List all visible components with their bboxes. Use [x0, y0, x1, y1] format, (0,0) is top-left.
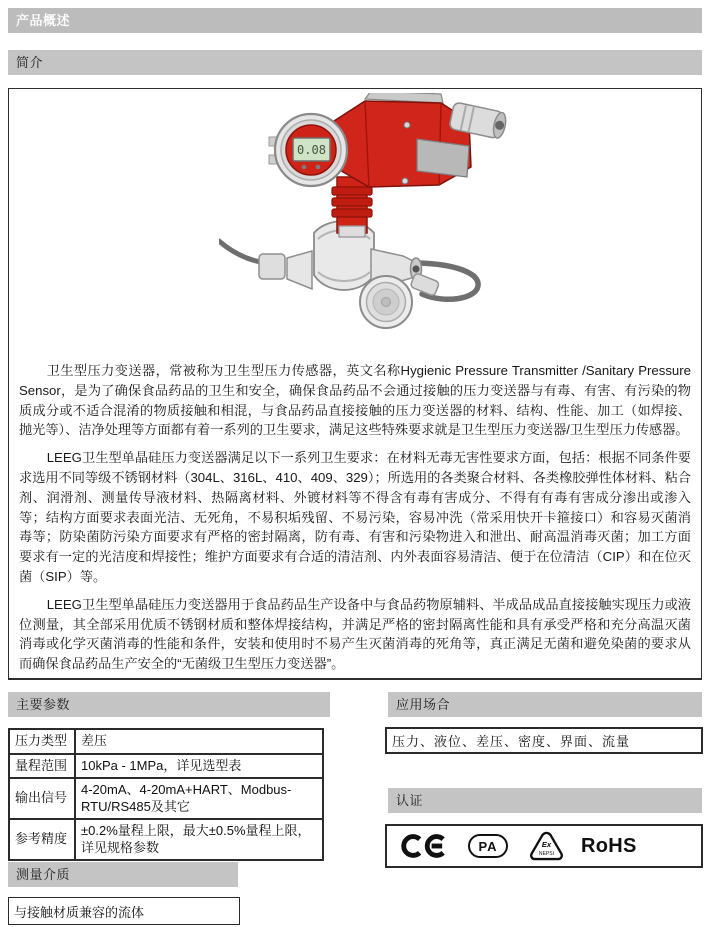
param-label: 输出信号 [9, 778, 75, 819]
intro-paragraph: LEEG卫生型单晶硅压力变送器用于食品药品生产设备中与食品药物原辅料、半成品成品直接接触实现压力或液位测量，其全部采用优质不锈钢材质和整体焊接结构，并满足严格的密封隔离性能和具有承受严格和充分高温灭菌消毒或化学灭菌消毒的性能和条件，安装和使用时不易产生灭菌消毒的死角等，真正满足无菌和避免染菌的要求从而确保食品药品生产安全的“无菌级卫生型压力变送器”。 [19, 596, 691, 672]
certification-box [385, 824, 703, 868]
lcd-reading: 0.08 [297, 143, 326, 157]
transmitter-housing [331, 93, 471, 187]
section-bar-intro: 简介 [8, 50, 702, 75]
rohs-mark: RoHS [581, 834, 637, 857]
section-bar-applications: 应用场合 [388, 692, 702, 717]
nepsi-ex-mark-icon [529, 830, 564, 862]
param-label: 压力类型 [9, 729, 75, 754]
svg-text:NEPSI: NEPSI [538, 851, 555, 858]
section-bar-main-parameters: 主要参数 [8, 692, 330, 717]
param-value: 差压 [75, 729, 323, 754]
param-value: 10kPa - 1MPa，详见选型表 [75, 754, 323, 779]
intro-paragraph: LEEG卫生型单晶硅压力变送器满足以下一系列卫生要求：在材料无毒无害性要求方面，包括：根据不同条件要求选用不同等级不锈钢材料（304L、316L、410、409、329）；所选用的各类聚合材料、各类橡胶弹性体材料、粘合剂、润滑剂、测量传导液材料、热隔离材料、外镀材料等不得含有毒有害成分、不得有有毒有害成分渗出或渗入等；结构方面要求表面光洁、无死角，不易积垢残留、不易污染，容易冲洗（常采用快开卡箍接口）和容易灭菌消毒等；防染菌防污染方面要求有严格的密封隔离，防有毒、有害和污染物进入和泄出、耐高温消毒灭菌；加工方面要求有一定的光洁度和焊接性；维护方面要求有合适的清洁剂、内外表面容易清洁、便于在位清洁（CIP）和在位灭菌（SIP）等。 [19, 450, 691, 584]
section-bar-measurement-medium: 测量介质 [8, 862, 238, 887]
section-bar-certification: 认证 [388, 788, 702, 813]
diaphragm-seal-face [360, 276, 412, 328]
cpa-mark-icon: PA [468, 834, 508, 858]
product-image [219, 93, 509, 337]
table-row [9, 819, 323, 860]
ce-mark-icon [400, 833, 447, 859]
table-row [9, 754, 323, 779]
medium-value-box: 与接触材质兼容的流体 [8, 897, 240, 925]
applications-value-box: 压力、液位、差压、密度、界面、流量 [385, 727, 703, 754]
certification-logos [387, 826, 701, 866]
display-head [269, 114, 347, 186]
param-value: 4-20mA、4-20mA+HART、Modbus-RTU/RS485及其它 [75, 778, 323, 819]
main-parameters-table [8, 728, 324, 861]
param-label: 参考精度 [9, 819, 75, 860]
intro-paragraph: 卫生型压力变送器，常被称为卫生型压力传感器，英文名称Hygienic Pressure Transmitter /Sanitary Pressure Sensor，是为了确保食品药品的卫生和安全，确保食品药品不会通过接触的压力变送器与有毒、有害、有污染的物质成分或不适合混淆的物质接触和相混，与食品药品直接接触的压力变送器的材料、结构、性能、加工（如焊接、抛光等）、洁净处理等方面都有着一系列的卫生要求，满足这些特殊要求就是卫生型压力变送器/卫生型压力传感器。 [19, 363, 691, 438]
left-capillary-fitting [259, 254, 285, 279]
left-cone [287, 251, 312, 289]
svg-text:Ex: Ex [541, 839, 552, 849]
intro-paragraphs [19, 361, 691, 680]
table-row [9, 729, 323, 754]
param-value: ±0.2%量程上限，最大±0.5%量程上限，详见规格参数 [75, 819, 323, 860]
section-bar-product-overview: 产品概述 [8, 8, 702, 33]
param-label: 量程范围 [9, 754, 75, 779]
intro-section-box [8, 88, 702, 680]
diaphragm-clamp [410, 273, 440, 297]
table-row [9, 778, 323, 819]
